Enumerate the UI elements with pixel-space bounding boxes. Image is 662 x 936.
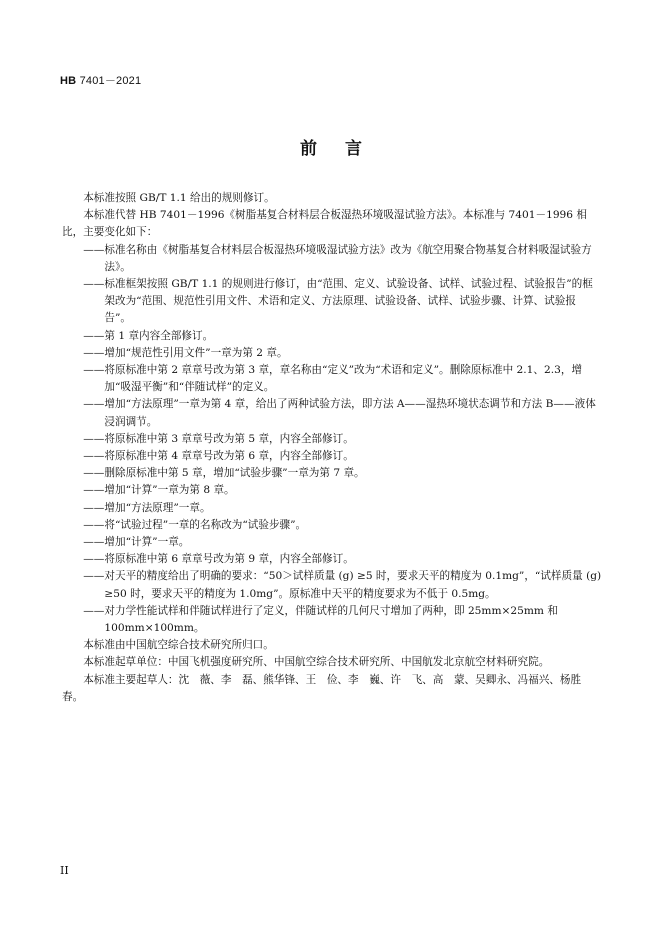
intro-paragraph: 本标准代替 HB 7401－1996《树脂基复合材料层合板湿热环境吸湿试验方法》。本标准与 7401－1996 相比，主要变化如下：	[62, 209, 587, 239]
change-item: ——将原标准中第 4 章章号改为第 6 章，内容全部修订。	[83, 450, 354, 463]
change-item: ——将原标准中第 6 章章号改为第 9 章，内容全部修订。	[83, 553, 354, 566]
change-item: ——将原标准中第 2 章章号改为第 3 章，章名称由“定义”改为“术语和定义”。删除原标准中 2.1、2.3，增加“吸湿平衡”和“伴随试样”的定义。	[83, 364, 583, 394]
change-item: ——对天平的精度给出了明确的要求：“50＞试样质量 (g) ≥5 时，要求天平的精度为 0.1mg”，“试样质量 (g) ≥50 时，要求天平的精度为 1.0mg”。原标准中天平的精度要求为不低于 0.5mg。	[83, 570, 602, 600]
change-item: ——对力学性能试样和伴随试样进行了定义，伴随试样的几何尺寸增加了两种，即 25mm×25mm 和 100mm×100mm。	[83, 604, 558, 635]
document-header	[60, 72, 141, 88]
closing-paragraph: 本标准主要起草人：沈 薇、李 磊、熊华锋、王 俭、李 巍、许 飞、高 蒙、吴卿永、冯福兴、杨胜春。	[62, 673, 582, 703]
foreword-body	[62, 190, 602, 706]
change-item: ——标准框架按照 GB/T 1.1 的规则进行修订，由“范围、定义、试验设备、试样、试验过程、试验报告”的框架改为“范围、规范性引用文件、术语和定义、方法原理、试验设备、试样、试验步骤、计算、试验报告”。	[83, 278, 593, 325]
change-item: ——将原标准中第 3 章章号改为第 5 章，内容全部修订。	[83, 432, 354, 445]
change-item: ——增加“方法原理”一章。	[83, 501, 211, 514]
change-item: ——增加“方法原理”一章为第 4 章，给出了两种试验方法，即方法 A——湿热环境状态调节和方法 B——液体浸润调节。	[83, 398, 596, 428]
change-item: ——删除原标准中第 5 章，增加“试验步骤”一章为第 7 章。	[83, 467, 365, 480]
change-item: ——增加“计算”一章为第 8 章。	[83, 484, 235, 497]
page-title: 前言	[300, 139, 390, 159]
page-number: II	[60, 864, 69, 877]
standard-number: 7401－2021	[79, 75, 142, 87]
change-item: ——标准名称由《树脂基复合材料层合板湿热环境吸湿试验方法》改为《航空用聚合物基复合材料吸湿试验方法》。	[83, 243, 592, 273]
standard-code: HB	[60, 75, 77, 87]
intro-paragraph: 本标准按照 GB/T 1.1 给出的规则修订。	[83, 192, 275, 204]
change-item: ——增加“规范性引用文件”一章为第 2 章。	[83, 346, 288, 359]
change-item: ——增加“计算”一章。	[83, 536, 190, 549]
change-item: ——第 1 章内容全部修订。	[83, 329, 214, 342]
change-item: ——将“试验过程”一章的名称改为“试验步骤”。	[83, 518, 307, 531]
closing-paragraph: 本标准起草单位：中国飞机强度研究所、中国航空综合技术研究所、中国航发北京航空材料研究院。	[83, 656, 550, 669]
closing-paragraph: 本标准由中国航空综合技术研究所归口。	[83, 639, 274, 652]
